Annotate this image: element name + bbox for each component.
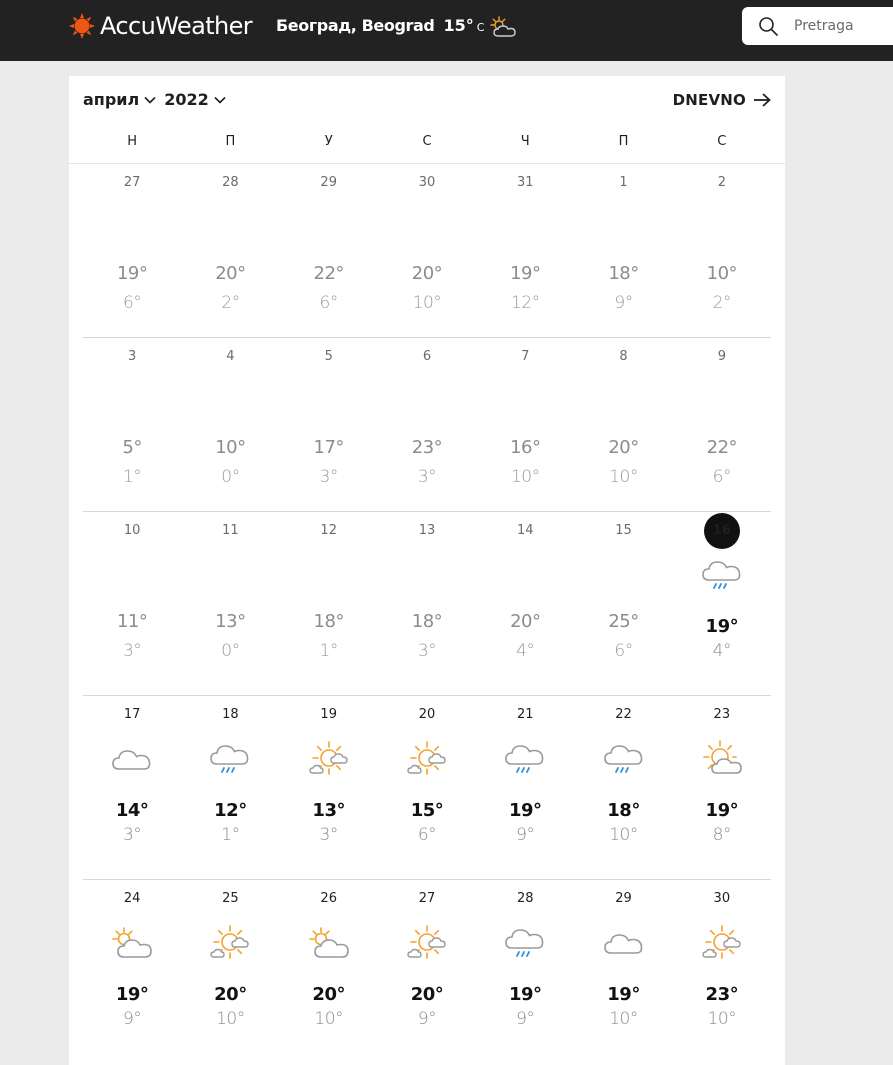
high-temperature: 11° [116,611,148,632]
weekday-label: Ч [520,134,530,149]
weekday-label: П [618,134,629,149]
day-number: 30 [418,175,436,190]
high-temperature: 18° [608,263,639,284]
sun-small-cloud-icon [700,922,744,962]
weekday-header [83,134,771,154]
calendar-day[interactable] [83,164,181,334]
calendar-day[interactable] [673,696,771,866]
sun-small-cloud-icon [208,922,252,962]
weekday-label: С [717,134,727,149]
low-temperature: 3° [417,467,437,487]
low-temperature: 1° [221,825,240,845]
location-name: Београд, Beograd [276,16,435,35]
low-temperature: 8° [712,825,731,845]
low-temperature: 6° [122,293,142,313]
low-temperature: 10° [609,467,638,487]
weekday-label: У [324,134,333,149]
weekday-label: Н [127,134,138,149]
high-temperature: 15° [410,800,444,821]
current-location[interactable] [276,16,517,38]
calendar-day[interactable] [378,696,476,866]
calendar-day[interactable] [280,164,378,334]
date-selectors [83,90,234,109]
calendar-day[interactable] [378,512,476,682]
calendar-week [83,338,771,508]
low-temperature: 4° [712,641,731,661]
high-temperature: 13° [312,800,345,821]
high-temperature: 19° [115,984,149,1005]
day-number: 31 [516,175,534,190]
weekday-label: П [225,134,236,149]
calendar-day[interactable] [476,880,574,1050]
calendar-day[interactable] [673,338,771,508]
partly-sunny-icon [700,738,744,778]
low-temperature: 9° [417,1009,437,1029]
month-label: април [83,90,140,109]
day-number: 7 [521,349,530,364]
rain-cloud-icon [700,554,744,594]
calendar-day[interactable] [476,164,574,334]
calendar-day[interactable] [83,696,181,866]
daily-view-label: DNEVNO [672,91,746,109]
low-temperature: 6° [417,825,437,845]
monthly-calendar [69,76,785,1065]
temperature-unit: C [476,21,485,34]
search-box[interactable] [742,7,893,45]
high-temperature: 20° [411,263,443,284]
day-number: 23 [713,707,731,722]
calendar-day[interactable] [574,696,672,866]
low-temperature: 9° [516,1009,535,1029]
high-temperature: 12° [214,800,247,821]
low-temperature: 10° [707,1009,737,1029]
day-number: 10 [123,523,141,538]
arrow-right-icon [753,93,771,107]
day-number: 30 [713,891,731,906]
high-temperature: 19° [607,984,640,1005]
calendar-week [83,696,771,866]
high-temperature: 14° [115,800,149,821]
calendar-day[interactable] [83,880,181,1050]
calendar-day[interactable] [181,338,279,508]
calendar-day[interactable] [280,338,378,508]
day-number: 12 [320,523,337,538]
low-temperature: 3° [319,467,338,487]
high-temperature: 20° [214,984,247,1005]
day-number: 3 [128,349,137,364]
search-icon[interactable] [758,16,778,36]
low-temperature: 10° [314,1009,344,1029]
high-temperature: 22° [706,437,738,458]
calendar-day[interactable] [378,164,476,334]
calendar-day[interactable] [574,880,672,1050]
low-temperature: 9° [122,1009,142,1029]
high-temperature: 18° [313,611,344,632]
day-number: 8 [619,349,628,364]
calendar-day[interactable] [476,338,574,508]
year-label: 2022 [164,90,209,109]
current-temperature: 15° [443,16,474,35]
high-temperature: 22° [313,263,344,284]
high-temperature: 17° [313,437,344,458]
sun-small-cloud-icon [405,738,449,778]
sun-small-cloud-icon [405,922,449,962]
calendar-day[interactable] [574,164,672,334]
day-number: 5 [324,349,333,364]
low-temperature: 6° [614,641,633,661]
low-temperature: 6° [712,467,731,487]
low-temperature: 3° [122,825,142,845]
calendar-day[interactable] [673,880,771,1050]
calendar-day[interactable] [280,696,378,866]
high-temperature: 19° [705,800,739,821]
cloud-icon [110,738,154,778]
high-temperature: 10° [706,263,738,284]
month-selector[interactable] [83,90,156,109]
day-number: 24 [123,891,141,906]
sun-small-cloud-icon [307,738,351,778]
today-date-badge: 16 [704,513,740,549]
day-number: 6 [422,349,432,364]
day-number: 2 [717,175,726,190]
calendar-day[interactable] [83,338,181,508]
accuweather-logo[interactable] [69,13,252,39]
calendar-day[interactable] [673,164,771,334]
day-number: 1 [619,175,628,190]
high-temperature: 23° [411,437,443,458]
high-temperature: 19° [508,984,542,1005]
low-temperature: 6° [319,293,338,313]
calendar-day[interactable] [181,512,279,682]
low-temperature: 2° [221,293,240,313]
day-number: 19 [320,707,337,722]
low-temperature: 1° [122,467,142,487]
calendar-week [83,512,771,682]
high-temperature: 20° [215,263,246,284]
calendar-day[interactable] [476,512,574,682]
chevron-down-icon [214,96,226,104]
low-temperature: 10° [510,467,540,487]
high-temperature: 19° [510,263,541,284]
low-temperature: 3° [319,825,338,845]
logo-text: AccuWeather [100,12,253,40]
high-temperature: 19° [508,800,542,821]
calendar-week [83,880,771,1050]
calendar-day[interactable] [181,880,279,1050]
day-number: 9 [717,349,726,364]
calendar-day[interactable] [574,338,672,508]
day-number: 15 [615,523,632,538]
day-number: 27 [418,891,436,906]
calendar-day[interactable] [181,696,279,866]
calendar-day[interactable] [181,164,279,334]
day-number: 17 [123,707,141,722]
high-temperature: 19° [705,616,739,637]
low-temperature: 0° [221,641,240,661]
low-temperature: 10° [412,293,442,313]
calendar-day[interactable] [673,512,771,682]
high-temperature: 18° [607,800,640,821]
rain-cloud-icon [503,738,547,778]
day-number: 4 [226,349,235,364]
day-number: 25 [222,891,239,906]
day-number: 26 [320,891,337,906]
day-number: 11 [222,523,239,538]
high-temperature: 20° [410,984,444,1005]
day-number: 13 [418,523,436,538]
rain-cloud-icon [503,922,547,962]
top-header [0,0,893,61]
calendar-day[interactable] [476,696,574,866]
mostly-cloudy-icon [110,922,154,962]
day-number: 29 [615,891,632,906]
calendar-day[interactable] [574,512,672,682]
search-input[interactable] [794,16,890,36]
weekday-label: С [422,134,432,149]
low-temperature: 3° [417,641,437,661]
day-number: 28 [222,175,239,190]
day-number: 18 [222,707,239,722]
day-number: 21 [516,707,534,722]
day-number: 29 [320,175,337,190]
day-number: 28 [516,891,534,906]
day-number: 20 [418,707,436,722]
high-temperature: 13° [215,611,246,632]
high-temperature: 25° [608,611,639,632]
cloud-icon [602,922,646,962]
mostly-cloudy-icon [307,922,351,962]
high-temperature: 20° [510,611,541,632]
calendar-day[interactable] [378,880,476,1050]
high-temperature: 23° [705,984,739,1005]
low-temperature: 0° [221,467,240,487]
calendar-day[interactable] [280,880,378,1050]
low-temperature: 3° [122,641,142,661]
high-temperature: 20° [312,984,345,1005]
day-number: 27 [123,175,141,190]
high-temperature: 10° [215,437,246,458]
day-number: 14 [516,523,534,538]
low-temperature: 4° [516,641,535,661]
calendar-week [83,164,771,334]
year-selector[interactable] [164,90,226,109]
daily-view-link[interactable] [673,91,771,109]
low-temperature: 10° [609,825,638,845]
low-temperature: 2° [712,293,731,313]
rain-cloud-icon [208,738,252,778]
low-temperature: 10° [609,1009,638,1029]
low-temperature: 1° [319,641,338,661]
calendar-day[interactable] [83,512,181,682]
chevron-down-icon [144,96,156,104]
logo-sun-icon [69,13,95,39]
low-temperature: 10° [216,1009,245,1029]
low-temperature: 9° [614,293,633,313]
calendar-day[interactable] [280,512,378,682]
day-number: 22 [615,707,632,722]
low-temperature: 12° [510,293,540,313]
high-temperature: 5° [122,437,142,458]
low-temperature: 9° [516,825,535,845]
calendar-day[interactable] [378,338,476,508]
high-temperature: 19° [116,263,148,284]
partly-cloudy-icon [489,16,517,38]
rain-cloud-icon [602,738,646,778]
high-temperature: 20° [608,437,639,458]
high-temperature: 16° [510,437,541,458]
high-temperature: 18° [411,611,443,632]
